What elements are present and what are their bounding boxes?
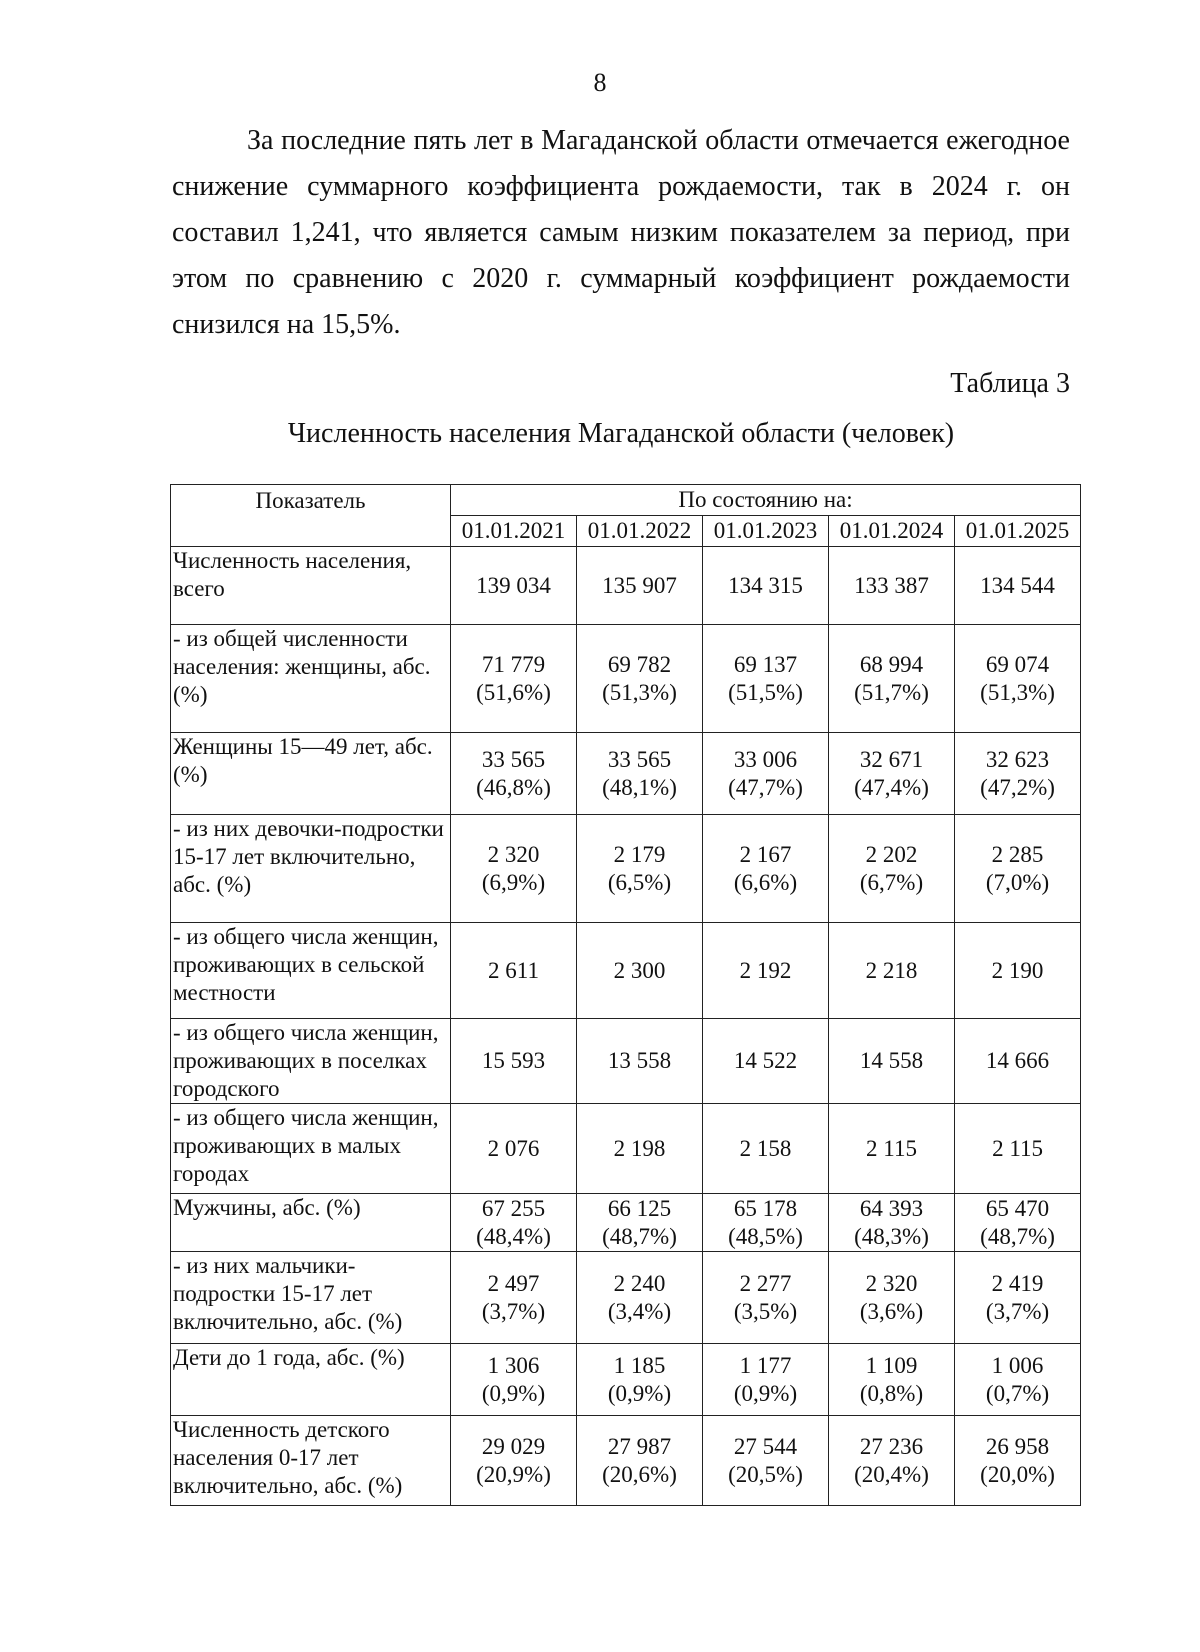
table-row (171, 1252, 1081, 1344)
value-cell (577, 1416, 703, 1506)
value-absolute: 69 782 (607, 651, 672, 677)
value-cell (451, 547, 577, 625)
value-cell (829, 1019, 955, 1104)
value-absolute: 13 558 (607, 1048, 672, 1073)
value-cell (955, 923, 1081, 1019)
value-absolute: 68 994 (859, 651, 924, 677)
value-percent: (0,9%) (607, 1380, 672, 1406)
value-absolute: 2 300 (613, 957, 666, 983)
value-cell (955, 1416, 1081, 1506)
value-percent: (6,6%) (733, 869, 798, 895)
row-label: Численность населения, всего (171, 547, 451, 625)
value-cell (577, 733, 703, 815)
value-percent: (48,1%) (602, 774, 677, 800)
value-percent: (20,0%) (980, 1461, 1055, 1487)
value-cell (577, 625, 703, 733)
value-cell (703, 815, 829, 923)
value-absolute: 2 115 (992, 1135, 1043, 1161)
table-row (171, 733, 1081, 815)
value-absolute: 32 623 (985, 746, 1050, 772)
value-percent: (3,7%) (985, 1298, 1050, 1324)
value-cell (451, 1344, 577, 1416)
value-percent: (0,8%) (859, 1380, 924, 1406)
table-row (171, 547, 1081, 625)
value-percent: (48,4%) (476, 1223, 551, 1249)
value-cell (577, 815, 703, 923)
value-absolute: 2 192 (739, 957, 792, 983)
value-percent: (47,4%) (854, 774, 929, 800)
value-absolute: 134 544 (980, 572, 1055, 598)
value-absolute: 2 218 (865, 957, 918, 983)
value-percent: (48,7%) (980, 1223, 1055, 1249)
value-cell (703, 1416, 829, 1506)
value-cell (577, 1194, 703, 1252)
row-label: - из общего числа женщин, проживающих в поселках городского (171, 1019, 451, 1104)
table-row (171, 1194, 1081, 1252)
header-date: 01.01.2023 (703, 516, 829, 547)
value-cell (703, 547, 829, 625)
header-date: 01.01.2021 (451, 516, 577, 547)
value-cell (829, 1104, 955, 1194)
value-percent: (51,3%) (602, 679, 677, 705)
row-label: - из общего числа женщин, проживающих в малых городах (171, 1104, 451, 1194)
row-label: - из них девочки-подростки 15-17 лет включительно, абс. (%) (171, 815, 451, 923)
table-title: Численность населения Магаданской области (человек) (287, 418, 955, 449)
table-row (171, 1416, 1081, 1506)
value-percent: (6,5%) (607, 869, 672, 895)
value-absolute: 69 137 (733, 651, 798, 677)
value-absolute: 133 387 (854, 572, 929, 598)
value-cell (829, 923, 955, 1019)
value-cell (955, 547, 1081, 625)
value-absolute: 64 393 (859, 1195, 924, 1221)
value-absolute: 2 198 (613, 1135, 666, 1161)
value-cell (955, 1194, 1081, 1252)
value-absolute: 65 178 (733, 1195, 798, 1221)
value-absolute: 2 240 (613, 1270, 666, 1296)
value-percent: (20,5%) (728, 1461, 803, 1487)
value-cell (829, 815, 955, 923)
value-absolute: 27 544 (733, 1433, 798, 1459)
value-cell (829, 1194, 955, 1252)
table-row (171, 1104, 1081, 1194)
value-percent: (3,4%) (607, 1298, 672, 1324)
value-absolute: 1 177 (739, 1352, 792, 1378)
value-absolute: 135 907 (602, 572, 677, 598)
value-percent: (20,9%) (476, 1461, 551, 1487)
value-percent: (3,6%) (859, 1298, 924, 1324)
value-absolute: 66 125 (607, 1195, 672, 1221)
value-absolute: 14 558 (859, 1048, 924, 1073)
value-percent: (6,9%) (481, 869, 546, 895)
value-absolute: 2 158 (739, 1135, 792, 1161)
value-percent: (3,7%) (481, 1298, 546, 1324)
value-cell (451, 1104, 577, 1194)
value-percent: (0,7%) (985, 1380, 1050, 1406)
value-cell (451, 923, 577, 1019)
row-label: - из них мальчики-подростки 15-17 лет включительно, абс. (%) (171, 1252, 451, 1344)
value-cell (577, 547, 703, 625)
value-absolute: 33 006 (733, 746, 798, 772)
value-absolute: 2 611 (488, 957, 539, 983)
value-cell (451, 1252, 577, 1344)
value-absolute: 14 666 (985, 1048, 1050, 1073)
value-absolute: 14 522 (733, 1048, 798, 1073)
value-absolute: 27 987 (607, 1433, 672, 1459)
value-absolute: 2 167 (739, 841, 792, 867)
value-percent: (47,2%) (980, 774, 1055, 800)
row-label: Численность детского населения 0-17 лет включительно, абс. (%) (171, 1416, 451, 1506)
value-cell (703, 1252, 829, 1344)
value-percent: (51,6%) (476, 679, 551, 705)
row-label: Женщины 15—49 лет, абс. (%) (171, 733, 451, 815)
row-label: - из общего числа женщин, проживающих в сельской местности (171, 923, 451, 1019)
value-absolute: 2 277 (739, 1270, 792, 1296)
value-cell (577, 1344, 703, 1416)
value-percent: (48,3%) (854, 1223, 929, 1249)
value-percent: (20,4%) (854, 1461, 929, 1487)
table-row (171, 815, 1081, 923)
value-absolute: 2 419 (991, 1270, 1044, 1296)
value-cell (451, 733, 577, 815)
header-indicator: Показатель (171, 485, 451, 547)
value-absolute: 2 115 (866, 1135, 917, 1161)
value-absolute: 134 315 (728, 572, 803, 598)
row-label: Мужчины, абс. (%) (171, 1194, 451, 1252)
value-percent: (47,7%) (728, 774, 803, 800)
value-cell (451, 1194, 577, 1252)
value-cell (829, 733, 955, 815)
value-absolute: 1 185 (613, 1352, 666, 1378)
value-percent: (51,7%) (854, 679, 929, 705)
table-row (171, 923, 1081, 1019)
value-cell (451, 625, 577, 733)
value-absolute: 33 565 (481, 746, 546, 772)
row-label: Дети до 1 года, абс. (%) (171, 1344, 451, 1416)
value-absolute: 1 006 (991, 1352, 1044, 1378)
value-cell (703, 1194, 829, 1252)
value-cell (955, 1104, 1081, 1194)
header-date: 01.01.2024 (829, 516, 955, 547)
value-percent: (48,5%) (728, 1223, 803, 1249)
value-cell (829, 625, 955, 733)
value-cell (703, 1104, 829, 1194)
value-absolute: 69 074 (985, 651, 1050, 677)
page-number: 8 (593, 68, 607, 97)
value-percent: (51,5%) (728, 679, 803, 705)
header-date: 01.01.2022 (577, 516, 703, 547)
value-percent: (6,7%) (859, 869, 924, 895)
value-absolute: 65 470 (985, 1195, 1050, 1221)
table-row (171, 625, 1081, 733)
value-cell (451, 1019, 577, 1104)
value-percent: (3,5%) (733, 1298, 798, 1324)
value-cell (955, 625, 1081, 733)
value-percent: (51,3%) (980, 679, 1055, 705)
value-absolute: 2 179 (613, 841, 666, 867)
value-absolute: 2 497 (487, 1270, 540, 1296)
value-absolute: 27 236 (859, 1433, 924, 1459)
value-absolute: 67 255 (481, 1195, 546, 1221)
table-row (171, 1019, 1081, 1104)
value-cell (451, 815, 577, 923)
value-absolute: 26 958 (985, 1433, 1050, 1459)
value-percent: (48,7%) (602, 1223, 677, 1249)
value-cell (829, 1252, 955, 1344)
value-cell (703, 923, 829, 1019)
value-cell (829, 1344, 955, 1416)
value-cell (955, 1252, 1081, 1344)
row-label: - из общей численности населения: женщины, абс. (%) (171, 625, 451, 733)
value-cell (451, 1416, 577, 1506)
value-cell (577, 923, 703, 1019)
value-absolute: 71 779 (481, 651, 546, 677)
value-absolute: 2 190 (991, 957, 1044, 983)
table-row (171, 1344, 1081, 1416)
value-absolute: 2 320 (487, 841, 540, 867)
value-absolute: 1 306 (487, 1352, 540, 1378)
value-cell (703, 1019, 829, 1104)
value-absolute: 33 565 (607, 746, 672, 772)
value-percent: (7,0%) (985, 869, 1050, 895)
table-number: Таблица 3 (950, 368, 1070, 399)
value-cell (955, 1019, 1081, 1104)
value-percent: (20,6%) (602, 1461, 677, 1487)
population-table (170, 484, 1081, 1506)
value-cell (577, 1252, 703, 1344)
value-cell (703, 625, 829, 733)
value-cell (577, 1019, 703, 1104)
value-percent: (0,9%) (481, 1380, 546, 1406)
value-absolute: 15 593 (481, 1048, 546, 1073)
value-cell (703, 1344, 829, 1416)
value-absolute: 1 109 (865, 1352, 918, 1378)
value-absolute: 2 320 (865, 1270, 918, 1296)
value-cell (703, 733, 829, 815)
value-absolute: 29 029 (481, 1433, 546, 1459)
value-absolute: 32 671 (859, 746, 924, 772)
header-period: По состоянию на: (451, 485, 1081, 516)
value-absolute: 2 285 (991, 841, 1044, 867)
value-cell (829, 1416, 955, 1506)
value-absolute: 2 202 (865, 841, 918, 867)
value-percent: (0,9%) (733, 1380, 798, 1406)
value-cell (955, 815, 1081, 923)
header-date: 01.01.2025 (955, 516, 1081, 547)
value-cell (829, 547, 955, 625)
value-absolute: 139 034 (476, 572, 551, 598)
value-absolute: 2 076 (487, 1135, 540, 1161)
value-cell (577, 1104, 703, 1194)
value-percent: (46,8%) (476, 774, 551, 800)
body-paragraph: За последние пять лет в Магаданской области отмечается ежегодное снижение суммарного коэффициента рождаемости, так в 2024 г. он составил 1,241, что является самым низким показателем за период, при этом по сравнению с 2020 г. суммарный коэффициент рождаемости снизился на 15,5%. (172, 125, 1070, 340)
value-cell (955, 733, 1081, 815)
value-cell (955, 1344, 1081, 1416)
